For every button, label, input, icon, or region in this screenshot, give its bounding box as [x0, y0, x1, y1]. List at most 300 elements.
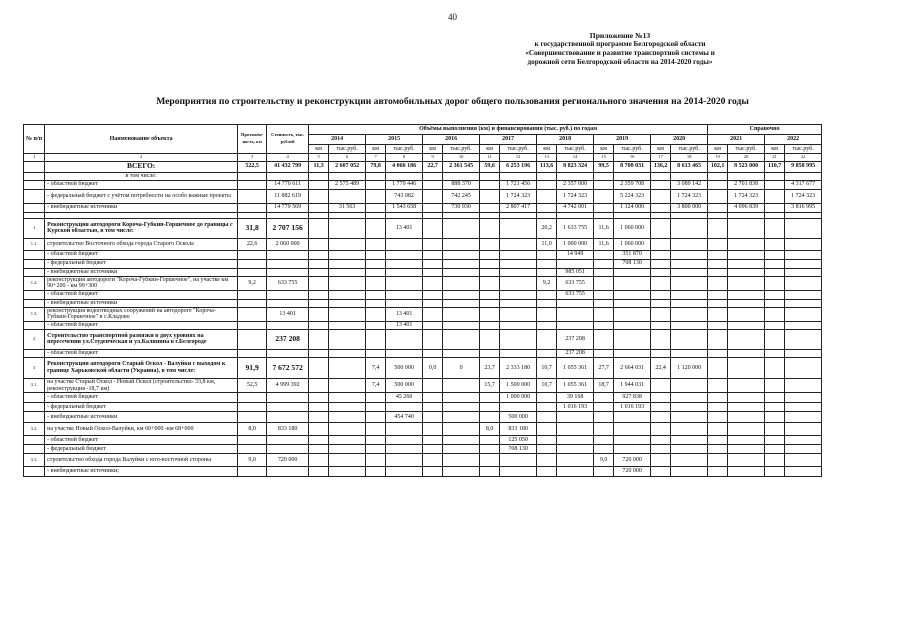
value-cell [651, 259, 671, 268]
table-row [24, 436, 822, 445]
header-unit-rub: тыс.руб. [443, 145, 480, 154]
header-year: 2021 [708, 135, 765, 145]
column-number: 13 [537, 154, 557, 162]
appendix-line: дорожной сети Белгородской области на 2014-2020 годы» [527, 58, 713, 66]
column-number: 18 [671, 154, 708, 162]
value-cell: 22,6 [238, 238, 267, 250]
value-cell [238, 307, 267, 321]
table-row [24, 250, 822, 259]
value-cell: 14 779 569 [267, 203, 309, 212]
value-cell [765, 329, 785, 349]
value-cell [785, 329, 822, 349]
value-cell [309, 445, 329, 454]
value-cell [708, 299, 728, 307]
value-cell: 9 858 995 [785, 161, 822, 172]
column-number: 5 [309, 154, 329, 162]
value-cell: 1 724 323 [728, 189, 765, 203]
value-cell [309, 329, 329, 349]
value-cell [651, 321, 671, 329]
value-cell [309, 268, 329, 276]
header-unit-km: км [708, 145, 728, 154]
value-cell [651, 307, 671, 321]
value-cell [386, 250, 423, 259]
row-number [24, 403, 45, 412]
value-cell: 23,7 [480, 357, 500, 378]
value-cell: 7,4 [366, 378, 386, 392]
value-cell: 1 000 000 [500, 393, 537, 403]
value-cell [537, 290, 557, 299]
value-cell [785, 238, 822, 250]
value-cell [309, 172, 329, 180]
value-cell: 18,7 [594, 378, 614, 392]
value-cell [728, 445, 765, 454]
row-number: 3.2. [24, 423, 45, 436]
value-cell [267, 321, 309, 329]
value-cell [423, 180, 443, 189]
value-cell [443, 412, 480, 423]
value-cell: 5 224 323 [614, 189, 651, 203]
value-cell: 888 370 [443, 180, 480, 189]
value-cell [728, 218, 765, 238]
value-cell [671, 250, 708, 259]
value-cell [785, 307, 822, 321]
value-cell: 8,0 [238, 423, 267, 436]
value-cell [329, 423, 366, 436]
value-cell [765, 299, 785, 307]
value-cell [708, 203, 728, 212]
header-unit-rub: тыс.руб. [557, 145, 594, 154]
value-cell [785, 349, 822, 357]
value-cell [785, 290, 822, 299]
value-cell [423, 203, 443, 212]
table-row [24, 445, 822, 454]
value-cell [557, 436, 594, 445]
value-cell [728, 467, 765, 477]
value-cell: 125 050 [500, 436, 537, 445]
value-cell [671, 259, 708, 268]
value-cell [594, 329, 614, 349]
object-name: - федеральный бюджет [45, 259, 238, 268]
value-cell [443, 423, 480, 436]
row-number: 2 [24, 329, 45, 349]
row-number [24, 268, 45, 276]
value-cell [238, 329, 267, 349]
object-name: - внебюджетные источники [45, 412, 238, 423]
value-cell [765, 268, 785, 276]
value-cell: 3 816 995 [785, 203, 822, 212]
value-cell [309, 378, 329, 392]
object-name: реконструкция водоотводных сооружений на автодороге "Короча-Губкин-Горшечное" в с.Кладово [45, 307, 238, 321]
value-cell: 1 724 323 [785, 189, 822, 203]
value-cell: 742 245 [443, 189, 480, 203]
value-cell [423, 238, 443, 250]
value-cell [366, 268, 386, 276]
value-cell [309, 218, 329, 238]
value-cell: 31 563 [329, 203, 366, 212]
value-cell [785, 299, 822, 307]
object-name: - областной бюджет [45, 250, 238, 259]
value-cell [423, 329, 443, 349]
row-number [24, 349, 45, 357]
value-cell [386, 329, 423, 349]
value-cell [329, 467, 366, 477]
value-cell: 1 633 755 [557, 218, 594, 238]
value-cell [329, 393, 366, 403]
value-cell [309, 412, 329, 423]
value-cell [785, 378, 822, 392]
value-cell [386, 172, 423, 180]
value-cell [728, 357, 765, 378]
value-cell [423, 393, 443, 403]
value-cell [309, 238, 329, 250]
value-cell [765, 436, 785, 445]
value-cell [267, 290, 309, 299]
value-cell [785, 403, 822, 412]
value-cell [728, 299, 765, 307]
value-cell [765, 445, 785, 454]
value-cell [423, 259, 443, 268]
column-number: 19 [708, 154, 728, 162]
object-name: - федеральный бюджет с учётом потребности на особо важные проекты [45, 189, 238, 203]
header-unit-rub: тыс.руб. [386, 145, 423, 154]
value-cell [765, 259, 785, 268]
value-cell [386, 259, 423, 268]
value-cell [785, 250, 822, 259]
value-cell [443, 218, 480, 238]
value-cell [309, 189, 329, 203]
value-cell [651, 467, 671, 477]
value-cell [594, 203, 614, 212]
value-cell: 1 055 361 [557, 378, 594, 392]
value-cell [443, 329, 480, 349]
value-cell: 102,1 [708, 161, 728, 172]
header-unit-km: км [309, 145, 329, 154]
value-cell [651, 238, 671, 250]
value-cell [443, 250, 480, 259]
header-reference: Справочно [708, 125, 822, 135]
value-cell [329, 299, 366, 307]
value-cell [238, 189, 267, 203]
value-cell: 1 724 323 [500, 189, 537, 203]
column-number: 2 [45, 154, 238, 162]
value-cell [594, 393, 614, 403]
value-cell [728, 172, 765, 180]
value-cell [728, 250, 765, 259]
value-cell [267, 250, 309, 259]
object-name: - внебюджетные источники [45, 268, 238, 276]
table-row [24, 467, 822, 477]
header-unit-km: км [651, 145, 671, 154]
value-cell [500, 299, 537, 307]
value-cell [386, 445, 423, 454]
value-cell [708, 238, 728, 250]
table-row [24, 276, 822, 290]
object-name: - областной бюджет [45, 393, 238, 403]
value-cell [386, 238, 423, 250]
value-cell [500, 268, 537, 276]
row-number [24, 172, 45, 180]
value-cell: 4 999 392 [267, 378, 309, 392]
value-cell: 3 089 142 [671, 180, 708, 189]
value-cell [386, 403, 423, 412]
header-year: 2020 [651, 135, 708, 145]
value-cell: 20,2 [537, 218, 557, 238]
header-year: 2019 [594, 135, 651, 145]
value-cell [728, 290, 765, 299]
value-cell [386, 436, 423, 445]
object-name: Реконструкция автодороги Короча-Губкин-Горшечное до границы с Курской областью, в том числе: [45, 218, 238, 238]
value-cell [329, 268, 366, 276]
value-cell [423, 423, 443, 436]
value-cell [366, 203, 386, 212]
value-cell: 730 930 [443, 203, 480, 212]
column-number: 21 [765, 154, 785, 162]
value-cell [728, 412, 765, 423]
value-cell [651, 454, 671, 467]
value-cell [480, 329, 500, 349]
value-cell: 1 543 658 [386, 203, 423, 212]
value-cell [309, 423, 329, 436]
value-cell [238, 393, 267, 403]
column-number: 12 [500, 154, 537, 162]
value-cell [651, 445, 671, 454]
header-unit-rub: тыс.руб. [785, 145, 822, 154]
document-title: Мероприятия по строительству и реконструкции автомобильных дорог общего пользования регионального значения на 2014-2020 годы [156, 96, 749, 107]
value-cell [423, 218, 443, 238]
value-cell [708, 329, 728, 349]
value-cell [500, 172, 537, 180]
value-cell [423, 412, 443, 423]
value-cell [238, 467, 267, 477]
table-row [24, 454, 822, 467]
value-cell: 2 060 000 [267, 238, 309, 250]
column-number: 11 [480, 154, 500, 162]
value-cell: 13 401 [386, 321, 423, 329]
value-cell: 10,7 [537, 378, 557, 392]
value-cell: 110,7 [765, 161, 785, 172]
value-cell [443, 238, 480, 250]
value-cell [594, 268, 614, 276]
value-cell [366, 299, 386, 307]
value-cell [537, 454, 557, 467]
table-row [24, 403, 822, 412]
value-cell: 633 755 [267, 276, 309, 290]
value-cell [423, 467, 443, 477]
appendix-line: к государственной программе Белгородской области [534, 40, 706, 48]
header-unit-rub: тыс.руб. [671, 145, 708, 154]
value-cell: 927 838 [614, 393, 651, 403]
value-cell [728, 393, 765, 403]
value-cell: 11,6 [594, 218, 614, 238]
value-cell [423, 349, 443, 357]
value-cell [329, 329, 366, 349]
table-row [24, 412, 822, 423]
value-cell [443, 172, 480, 180]
value-cell [557, 467, 594, 477]
value-cell [309, 349, 329, 357]
header-year: 2017 [480, 135, 537, 145]
value-cell: 41 432 799 [267, 161, 309, 172]
row-number [24, 180, 45, 189]
value-cell [651, 299, 671, 307]
value-cell: 522,5 [238, 161, 267, 172]
table-row [24, 203, 822, 212]
value-cell [708, 218, 728, 238]
value-cell [785, 172, 822, 180]
value-cell [238, 250, 267, 259]
value-cell [708, 268, 728, 276]
value-cell [594, 299, 614, 307]
value-cell [614, 321, 651, 329]
value-cell [386, 423, 423, 436]
value-cell [785, 454, 822, 467]
row-number: 1.3. [24, 307, 45, 321]
value-cell: 3 800 000 [671, 203, 708, 212]
header-year: 2022 [765, 135, 822, 145]
value-cell [708, 349, 728, 357]
value-cell [238, 412, 267, 423]
value-cell [537, 180, 557, 189]
value-cell [651, 423, 671, 436]
table-row [24, 423, 822, 436]
value-cell: 4 066 186 [386, 161, 423, 172]
value-cell [480, 250, 500, 259]
value-cell: 8 613 465 [671, 161, 708, 172]
object-name: - областной бюджет [45, 349, 238, 357]
value-cell [267, 259, 309, 268]
row-number [24, 189, 45, 203]
value-cell [651, 290, 671, 299]
header-unit-rub: тыс.руб. [500, 145, 537, 154]
value-cell: 13 401 [386, 218, 423, 238]
value-cell: 2 333 180 [500, 357, 537, 378]
column-number: 6 [329, 154, 366, 162]
value-cell [557, 299, 594, 307]
column-number: 8 [386, 154, 423, 162]
value-cell [366, 250, 386, 259]
value-cell [708, 276, 728, 290]
value-cell: 985 051 [557, 268, 594, 276]
value-cell [557, 307, 594, 321]
value-cell [329, 189, 366, 203]
value-cell [443, 259, 480, 268]
total-row [24, 161, 822, 172]
value-cell [785, 445, 822, 454]
value-cell [480, 189, 500, 203]
value-cell [480, 436, 500, 445]
value-cell [785, 393, 822, 403]
value-cell [238, 321, 267, 329]
value-cell: 8 823 324 [557, 161, 594, 172]
value-cell: 2 701 838 [728, 180, 765, 189]
header-year: 2016 [423, 135, 480, 145]
value-cell [267, 268, 309, 276]
column-number: 10 [443, 154, 480, 162]
value-cell [614, 276, 651, 290]
header-colnum-row [24, 154, 822, 162]
value-cell [614, 299, 651, 307]
object-name: - федеральный бюджет [45, 445, 238, 454]
value-cell [480, 203, 500, 212]
object-name: - федеральный бюджет [45, 403, 238, 412]
table-row [24, 321, 822, 329]
value-cell [765, 189, 785, 203]
value-cell [594, 259, 614, 268]
column-number: 16 [614, 154, 651, 162]
value-cell [785, 412, 822, 423]
value-cell [309, 357, 329, 378]
value-cell [537, 436, 557, 445]
value-cell: 11 882 619 [267, 189, 309, 203]
value-cell [329, 436, 366, 445]
value-cell [267, 467, 309, 477]
value-cell [765, 403, 785, 412]
value-cell: 237 208 [267, 329, 309, 349]
value-cell: 2 707 156 [267, 218, 309, 238]
value-cell [500, 276, 537, 290]
object-name: - областной бюджет [45, 180, 238, 189]
header-unit-km: км [423, 145, 443, 154]
value-cell: 500 000 [386, 378, 423, 392]
table-row [24, 307, 822, 321]
row-number [24, 203, 45, 212]
value-cell [329, 276, 366, 290]
value-cell [785, 276, 822, 290]
row-number [24, 445, 45, 454]
value-cell [366, 423, 386, 436]
value-cell: 1 016 193 [614, 403, 651, 412]
value-cell [728, 423, 765, 436]
value-cell [671, 349, 708, 357]
value-cell [728, 276, 765, 290]
value-cell [267, 436, 309, 445]
value-cell: 720 000 [614, 467, 651, 477]
value-cell [785, 423, 822, 436]
value-cell: 1 060 000 [614, 218, 651, 238]
value-cell [423, 189, 443, 203]
value-cell [238, 268, 267, 276]
value-cell [671, 218, 708, 238]
value-cell [765, 349, 785, 357]
value-cell [708, 393, 728, 403]
value-cell: 237 208 [557, 349, 594, 357]
value-cell [708, 378, 728, 392]
object-name: - областной бюджет [45, 321, 238, 329]
object-name: - внебюджетные источники; [45, 467, 238, 477]
value-cell [366, 180, 386, 189]
value-cell [671, 403, 708, 412]
value-cell [480, 403, 500, 412]
header-row [24, 125, 822, 135]
value-cell [443, 436, 480, 445]
value-cell [537, 349, 557, 357]
value-cell: 8,0 [480, 423, 500, 436]
value-cell [765, 357, 785, 378]
value-cell [329, 218, 366, 238]
value-cell: 11,0 [537, 238, 557, 250]
value-cell: 9,0 [238, 454, 267, 467]
value-cell [594, 423, 614, 436]
value-cell: 13 401 [386, 307, 423, 321]
object-name: - внебюджетные источники [45, 299, 238, 307]
header-cost: Стоимость, тыс. рублей [267, 125, 309, 154]
value-cell [708, 172, 728, 180]
value-cell [708, 180, 728, 189]
value-cell [443, 467, 480, 477]
column-number: 15 [594, 154, 614, 162]
value-cell [671, 445, 708, 454]
row-number [24, 259, 45, 268]
